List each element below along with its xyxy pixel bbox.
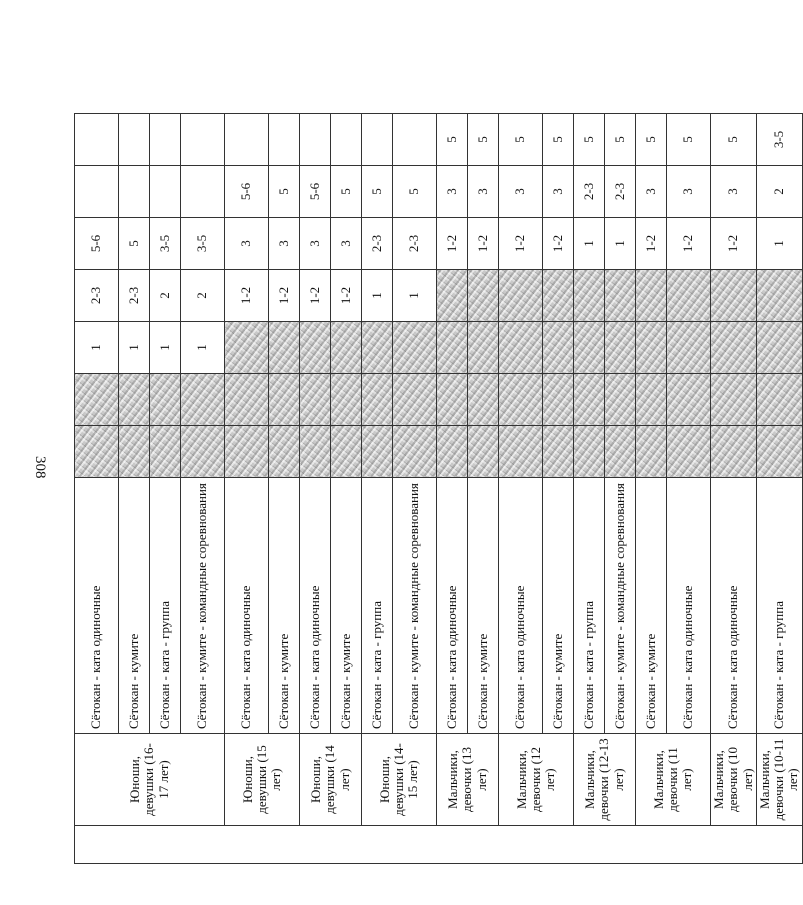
table-row — [499, 51, 543, 864]
age-group-cell: Юноши, девушки (14 лет) — [300, 734, 362, 826]
shaded-cell — [225, 426, 269, 478]
place-value-cell: 2 — [150, 270, 181, 322]
place-value-cell: 2-3 — [605, 166, 636, 218]
shaded-cell — [543, 322, 574, 374]
place-value-cell: 1 — [181, 322, 225, 374]
place-value-cell: 5-6 — [75, 218, 119, 270]
place-value-cell: 1-2 — [300, 270, 331, 322]
place-value-cell: 2 — [181, 270, 225, 322]
place-value-cell: 5 — [499, 114, 543, 166]
place-value-cell: 1-2 — [225, 270, 269, 322]
sport-ranks-table — [74, 50, 803, 864]
shaded-cell — [574, 374, 605, 426]
shaded-cell — [667, 322, 711, 374]
shaded-cell — [225, 322, 269, 374]
place-value-cell: 5 — [667, 114, 711, 166]
event-cell: Сётокан - кумите — [636, 478, 667, 734]
shaded-cell — [119, 426, 150, 478]
table-row — [362, 51, 393, 864]
place-value-cell: 3 — [269, 218, 300, 270]
place-value-cell: 1-2 — [711, 218, 757, 270]
age-group-cell: Мальчики, девочки (10 лет) — [711, 734, 757, 826]
place-value-cell: 3-5 — [181, 218, 225, 270]
page-number: 308 — [32, 456, 48, 479]
event-cell: Сётокан - ката одиночные — [499, 478, 543, 734]
shaded-cell — [331, 426, 362, 478]
place-value-cell: 3 — [636, 166, 667, 218]
event-cell: Сётокан - ката одиночные — [437, 478, 468, 734]
shaded-cell — [393, 426, 437, 478]
place-value-cell: 1-2 — [468, 218, 499, 270]
place-value-cell — [119, 166, 150, 218]
place-value-cell: 1-2 — [269, 270, 300, 322]
shaded-cell — [756, 426, 802, 478]
shaded-cell — [437, 374, 468, 426]
shaded-cell — [756, 270, 802, 322]
place-value-cell: 3 — [300, 218, 331, 270]
shaded-cell — [636, 374, 667, 426]
place-value-cell: 1-2 — [331, 270, 362, 322]
place-value-cell: 2-3 — [119, 270, 150, 322]
shaded-cell — [756, 322, 802, 374]
place-value-cell: 3 — [468, 166, 499, 218]
event-cell: Сётокан - кумите - командные соревнования — [605, 478, 636, 734]
place-value-cell — [393, 114, 437, 166]
shaded-cell — [574, 322, 605, 374]
shaded-cell — [331, 322, 362, 374]
shaded-cell — [711, 426, 757, 478]
event-cell: Сётокан - кумите — [119, 478, 150, 734]
age-group-cell: Мальчики, девочки (13 лет) — [437, 734, 499, 826]
shaded-cell — [543, 374, 574, 426]
place-value-cell: 5 — [362, 166, 393, 218]
table-row — [75, 51, 119, 864]
shaded-cell — [331, 374, 362, 426]
event-cell: Сётокан - кумите — [468, 478, 499, 734]
place-value-cell: 5 — [711, 114, 757, 166]
place-value-cell — [75, 114, 119, 166]
shaded-cell — [667, 270, 711, 322]
place-value-cell: 3 — [331, 218, 362, 270]
place-value-cell: 5 — [393, 166, 437, 218]
age-group-cell: Мальчики, девочки (10-11 лет) — [756, 734, 802, 826]
place-value-cell: 2-3 — [362, 218, 393, 270]
shaded-cell — [300, 322, 331, 374]
shaded-cell — [437, 270, 468, 322]
place-value-cell: 1 — [574, 218, 605, 270]
table-row — [225, 51, 269, 864]
shaded-cell — [269, 322, 300, 374]
shaded-cell — [711, 374, 757, 426]
shaded-cell — [119, 374, 150, 426]
place-value-cell: 1-2 — [437, 218, 468, 270]
place-value-cell — [269, 114, 300, 166]
event-cell: Сётокан - ката одиночные — [75, 478, 119, 734]
shaded-cell — [468, 374, 499, 426]
place-value-cell: 2-3 — [75, 270, 119, 322]
shaded-cell — [605, 426, 636, 478]
place-value-cell: 1 — [150, 322, 181, 374]
place-value-cell — [300, 114, 331, 166]
place-value-cell: 1-2 — [667, 218, 711, 270]
shaded-cell — [667, 374, 711, 426]
place-value-cell: 5 — [574, 114, 605, 166]
shaded-cell — [181, 426, 225, 478]
shaded-cell — [468, 426, 499, 478]
shaded-cell — [362, 426, 393, 478]
place-value-cell — [181, 166, 225, 218]
place-value-cell: 1-2 — [499, 218, 543, 270]
shaded-cell — [574, 426, 605, 478]
blank-first-column — [75, 826, 803, 864]
shaded-cell — [468, 270, 499, 322]
table-row — [574, 51, 605, 864]
event-cell: Сётокан - ката одиночные — [711, 478, 757, 734]
shaded-cell — [574, 270, 605, 322]
place-value-cell: 2 — [756, 166, 802, 218]
shaded-cell — [300, 426, 331, 478]
place-value-cell — [181, 114, 225, 166]
place-value-cell: 3 — [499, 166, 543, 218]
shaded-cell — [362, 322, 393, 374]
table-row — [300, 51, 331, 864]
place-value-cell — [362, 114, 393, 166]
shaded-cell — [543, 426, 574, 478]
age-group-cell: Мальчики, девочки (11 лет) — [636, 734, 711, 826]
place-value-cell: 3 — [543, 166, 574, 218]
place-value-cell: 3-5 — [150, 218, 181, 270]
shaded-cell — [75, 426, 119, 478]
shaded-cell — [393, 322, 437, 374]
shaded-cell — [756, 374, 802, 426]
shaded-cell — [711, 322, 757, 374]
place-value-cell — [150, 166, 181, 218]
rotated-table-container — [74, 51, 801, 864]
shaded-cell — [605, 270, 636, 322]
place-value-cell — [119, 114, 150, 166]
age-group-cell: Юноши, девушки (16-17 лет) — [75, 734, 225, 826]
place-value-cell: 5 — [543, 114, 574, 166]
place-value-cell: 1 — [75, 322, 119, 374]
shaded-cell — [150, 374, 181, 426]
event-cell: Сётокан - ката - группа — [362, 478, 393, 734]
event-cell: Сётокан - кумите - командные соревнования — [181, 478, 225, 734]
shaded-cell — [75, 374, 119, 426]
place-value-cell: 1 — [756, 218, 802, 270]
shaded-cell — [499, 322, 543, 374]
table-body — [75, 51, 803, 864]
shaded-cell — [362, 374, 393, 426]
place-value-cell — [331, 114, 362, 166]
table-row — [711, 51, 757, 864]
table-row — [437, 51, 468, 864]
shaded-cell — [636, 426, 667, 478]
event-cell: Сётокан - кумите — [543, 478, 574, 734]
shaded-cell — [711, 270, 757, 322]
place-value-cell: 5 — [269, 166, 300, 218]
place-value-cell: 1-2 — [543, 218, 574, 270]
place-value-cell — [225, 114, 269, 166]
place-value-cell: 5 — [468, 114, 499, 166]
shaded-cell — [605, 322, 636, 374]
event-cell: Сётокан - кумите - командные соревнования — [393, 478, 437, 734]
place-value-cell: 5-6 — [225, 166, 269, 218]
place-value-cell: 5 — [605, 114, 636, 166]
event-cell: Сётокан - кумите — [331, 478, 362, 734]
shaded-cell — [636, 270, 667, 322]
place-value-cell: 5-6 — [300, 166, 331, 218]
event-cell: Сётокан - ката - группа — [574, 478, 605, 734]
place-value-cell: 5 — [437, 114, 468, 166]
shaded-cell — [269, 426, 300, 478]
age-group-cell: Юноши, девушки (14-15 лет) — [362, 734, 437, 826]
shaded-cell — [225, 374, 269, 426]
shaded-cell — [499, 426, 543, 478]
place-value-cell: 3 — [225, 218, 269, 270]
shaded-cell — [393, 374, 437, 426]
place-value-cell: 3 — [667, 166, 711, 218]
event-cell: Сётокан - ката - группа — [756, 478, 802, 734]
shaded-cell — [543, 270, 574, 322]
event-cell: Сётокан - ката - группа — [150, 478, 181, 734]
age-group-cell: Мальчики, девочки (12-13 лет) — [574, 734, 636, 826]
place-value-cell: 3-5 — [756, 114, 802, 166]
place-value-cell: 5 — [119, 218, 150, 270]
place-value-cell — [75, 166, 119, 218]
age-group-cell: Мальчики, девочки (12 лет) — [499, 734, 574, 826]
place-value-cell: 1 — [119, 322, 150, 374]
place-value-cell: 1 — [393, 270, 437, 322]
event-cell: Сётокан - ката одиночные — [667, 478, 711, 734]
shaded-cell — [269, 374, 300, 426]
event-cell: Сётокан - ката одиночные — [225, 478, 269, 734]
place-value-cell: 1 — [605, 218, 636, 270]
shaded-cell — [437, 322, 468, 374]
event-cell: Сётокан - кумите — [269, 478, 300, 734]
shaded-cell — [636, 322, 667, 374]
shaded-cell — [667, 426, 711, 478]
shaded-cell — [437, 426, 468, 478]
place-value-cell: 5 — [636, 114, 667, 166]
place-value-cell: 3 — [437, 166, 468, 218]
place-value-cell: 5 — [331, 166, 362, 218]
place-value-cell — [150, 114, 181, 166]
place-value-cell: 1 — [362, 270, 393, 322]
table-row — [636, 51, 667, 864]
age-group-cell: Юноши, девушки (15 лет) — [225, 734, 300, 826]
shaded-cell — [150, 426, 181, 478]
place-value-cell: 2-3 — [393, 218, 437, 270]
place-value-cell: 1-2 — [636, 218, 667, 270]
place-value-cell: 2-3 — [574, 166, 605, 218]
table-row — [756, 51, 802, 864]
event-cell: Сётокан - ката одиночные — [300, 478, 331, 734]
place-value-cell: 3 — [711, 166, 757, 218]
shaded-cell — [605, 374, 636, 426]
shaded-cell — [468, 322, 499, 374]
shaded-cell — [499, 270, 543, 322]
shaded-cell — [181, 374, 225, 426]
shaded-cell — [499, 374, 543, 426]
shaded-cell — [300, 374, 331, 426]
